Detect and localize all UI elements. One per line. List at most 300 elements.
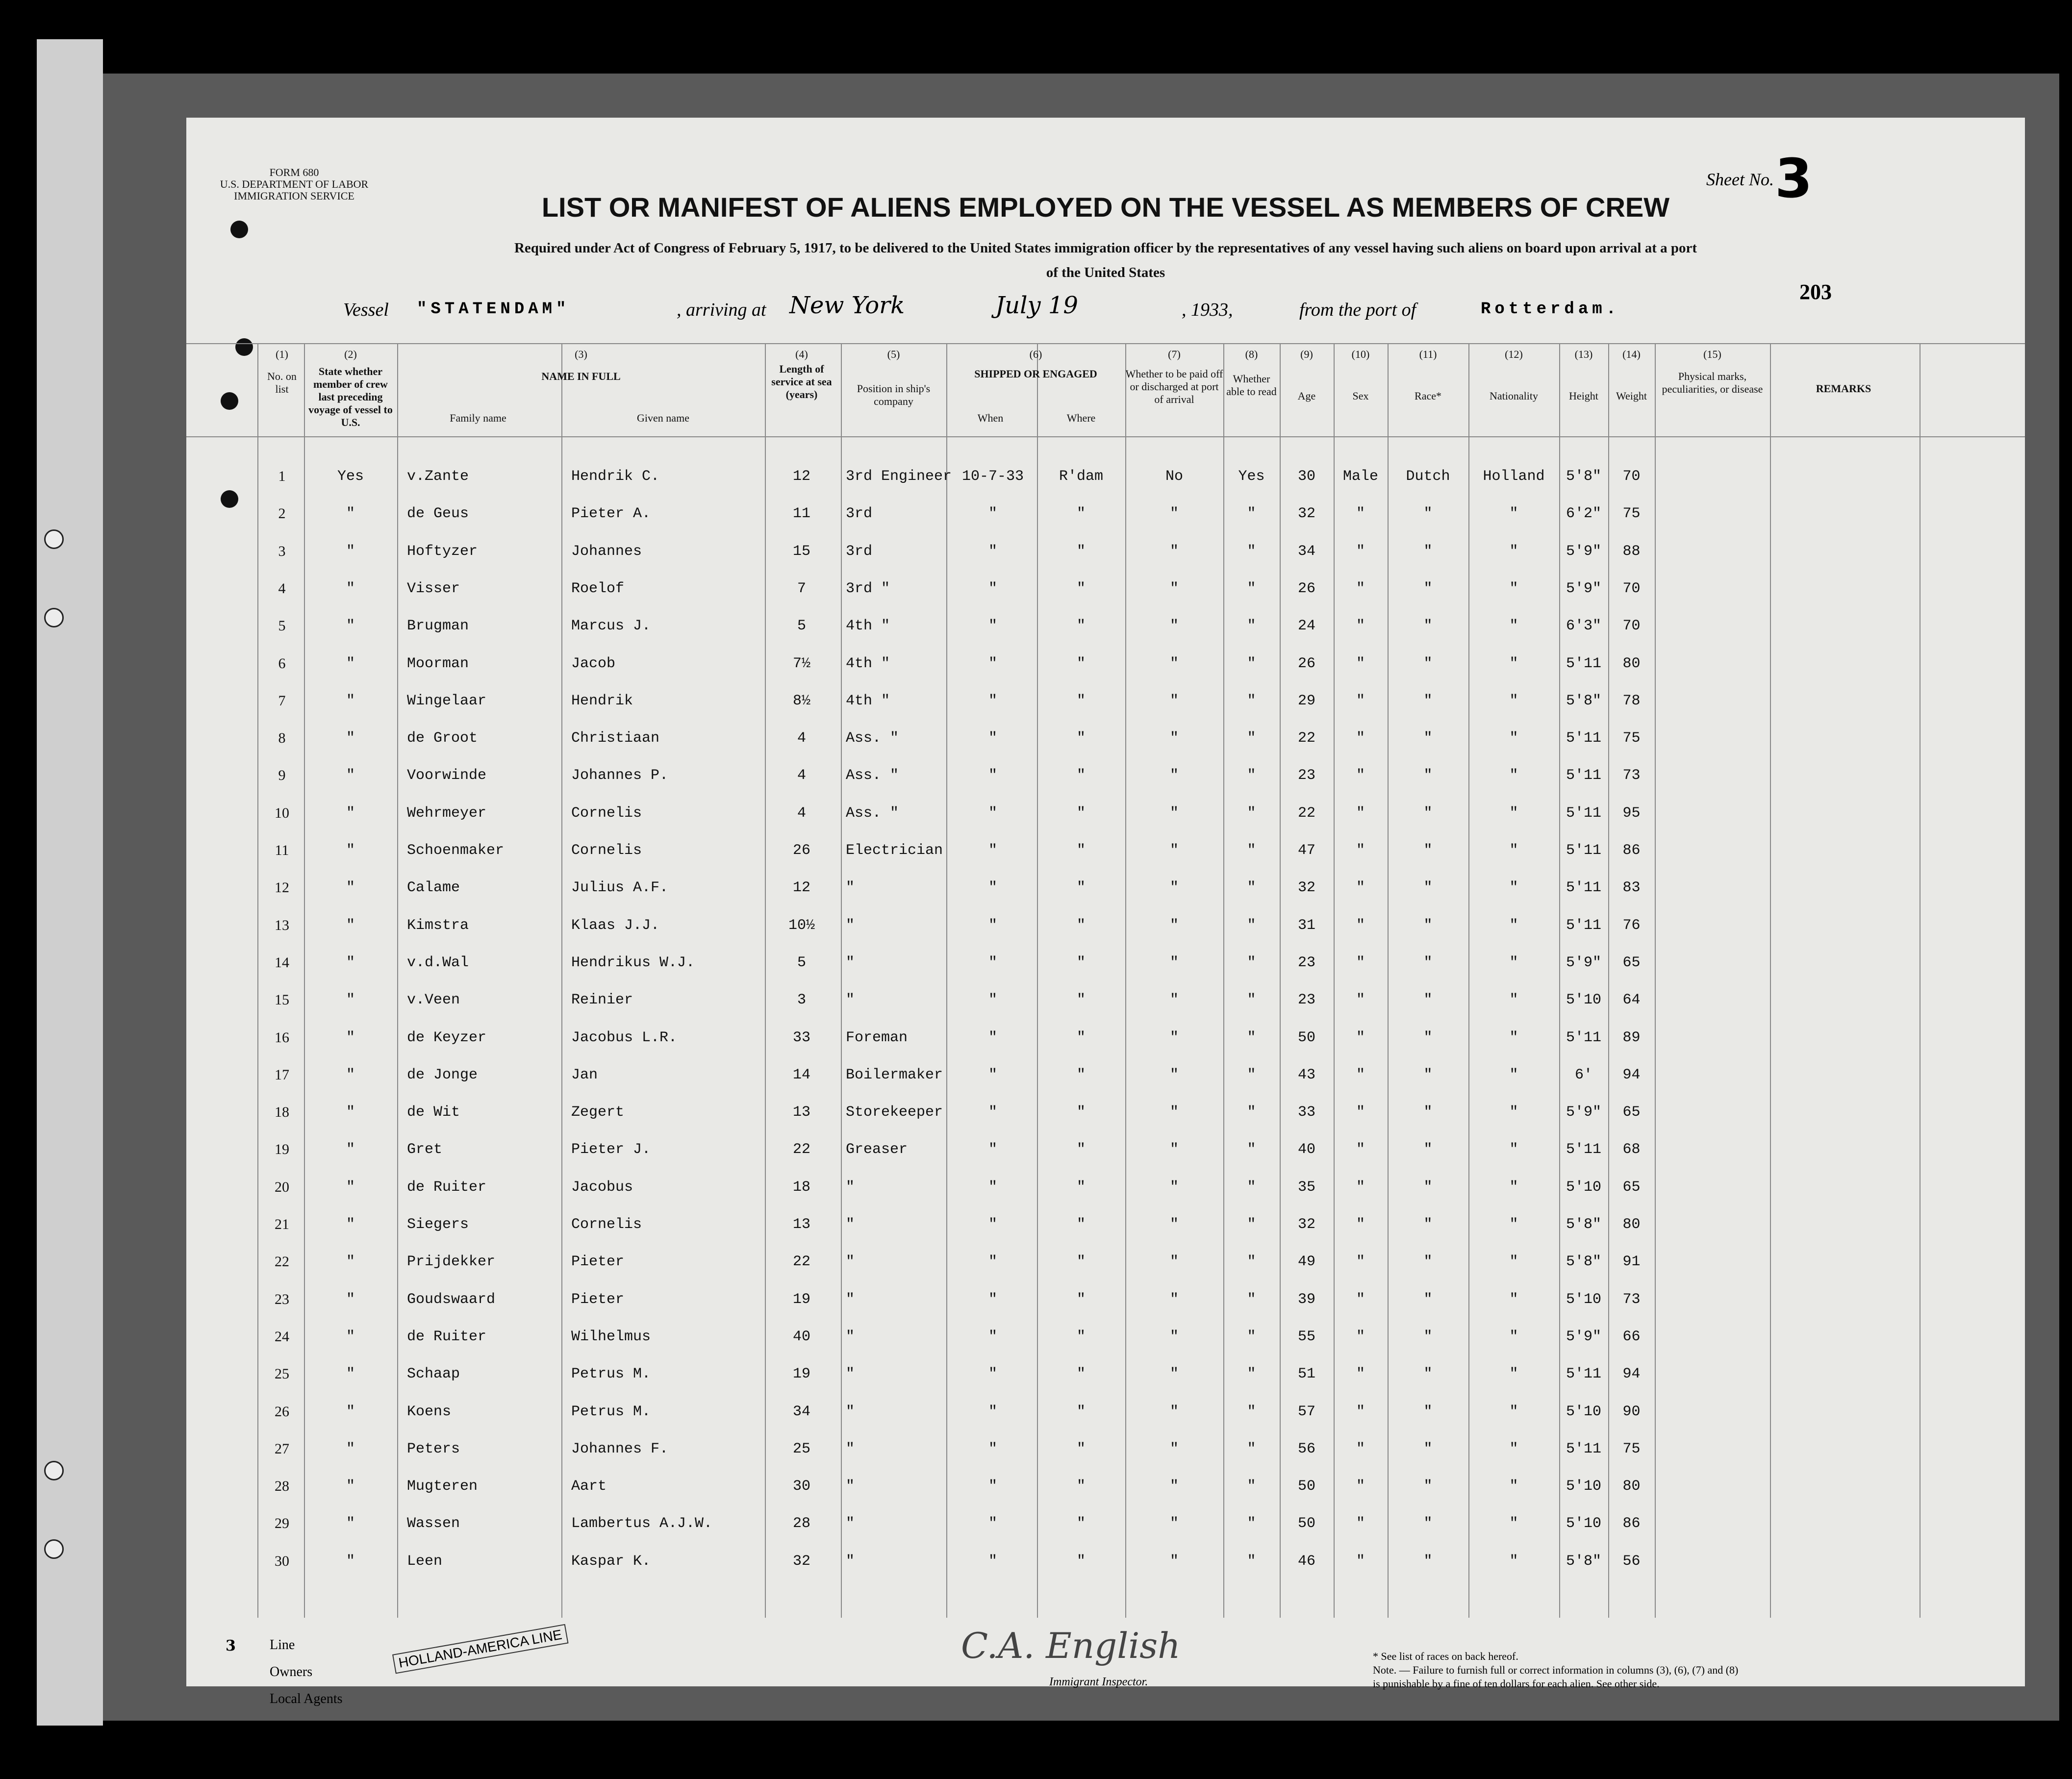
shipped-when-header: When: [977, 412, 1004, 424]
col-15-label: Physical marks, peculiarities, or disease: [1662, 370, 1763, 395]
cell-where: ": [1076, 842, 1086, 859]
cell-given: Wilhelmus: [571, 1328, 651, 1345]
cell-weight: 80: [1622, 655, 1641, 672]
cell-race: ": [1423, 805, 1433, 822]
cell-age: 26: [1297, 580, 1315, 597]
cell-race: ": [1423, 1441, 1433, 1457]
table-column-rule: [1388, 343, 1389, 1618]
cell-prev: ": [346, 992, 355, 1008]
cell-sex: ": [1356, 1366, 1365, 1382]
cell-paid: ": [1169, 1366, 1179, 1382]
cell-when: ": [988, 1067, 997, 1083]
cell-race: ": [1423, 1291, 1433, 1308]
form-number: FORM 680: [269, 166, 319, 178]
cell-service: 18: [792, 1179, 810, 1196]
cell-read: ": [1247, 1553, 1256, 1570]
cell-prev: ": [346, 1029, 355, 1046]
col-10-label: Sex: [1352, 390, 1369, 402]
cell-sex: ": [1356, 842, 1365, 859]
cell-family: Brugman: [407, 618, 469, 634]
arrival-year: , 1933,: [1182, 300, 1233, 320]
cell-service: 26: [792, 842, 810, 859]
cell-position: Storekeeper: [846, 1104, 943, 1121]
cell-no: 25: [275, 1366, 289, 1382]
col-13-label: Height: [1569, 390, 1598, 402]
cell-height: 5'11: [1566, 842, 1601, 859]
cell-race: Dutch: [1406, 468, 1450, 485]
cell-service: 4: [797, 730, 806, 747]
cell-read: ": [1247, 1441, 1256, 1457]
cell-weight: 65: [1622, 1104, 1641, 1121]
cell-family: Prijdekker: [407, 1253, 496, 1270]
cell-prev: ": [346, 842, 355, 859]
cell-paid: ": [1169, 1291, 1179, 1308]
cell-prev: ": [346, 805, 355, 822]
cell-read: ": [1247, 1478, 1256, 1495]
cell-prev: ": [346, 1403, 355, 1420]
subtitle-line-2: of the United States: [1046, 265, 1165, 280]
cell-sex: ": [1356, 580, 1365, 597]
cell-position: ": [846, 1366, 855, 1382]
table-column-rule: [304, 343, 305, 1618]
col-6-label: SHIPPED OR ENGAGED: [974, 368, 1097, 380]
cell-family: Peters: [407, 1441, 460, 1457]
cell-when: ": [988, 805, 997, 822]
cell-sex: ": [1356, 618, 1365, 634]
cell-given: Jacob: [571, 655, 616, 672]
cell-when: ": [988, 842, 997, 859]
cell-where: ": [1076, 805, 1086, 822]
cell-where: ": [1076, 917, 1086, 934]
cell-paid: ": [1169, 618, 1179, 634]
cell-sex: ": [1356, 1403, 1365, 1420]
cell-sex: ": [1356, 1553, 1365, 1570]
cell-when: ": [988, 767, 997, 784]
cell-age: 32: [1297, 1216, 1315, 1233]
col-12-number: (12): [1505, 348, 1523, 360]
cell-age: 57: [1297, 1403, 1315, 1420]
cell-sex: ": [1356, 767, 1365, 784]
cell-nat: ": [1509, 1515, 1518, 1532]
local-agents-label: Local Agents: [270, 1691, 343, 1706]
cell-sex: ": [1356, 1291, 1365, 1308]
cell-family: Mugteren: [407, 1478, 478, 1495]
cell-read: ": [1247, 1029, 1256, 1046]
cell-prev: ": [346, 1478, 355, 1495]
cell-height: 5'11: [1566, 1029, 1601, 1046]
cell-race: ": [1423, 917, 1433, 934]
binder-hole: [44, 608, 64, 627]
cell-position: ": [846, 1553, 855, 1570]
cell-prev: ": [346, 505, 355, 522]
col-5-label: Position in ship's company: [857, 382, 931, 407]
cell-nat: ": [1509, 1328, 1518, 1345]
cell-sex: ": [1356, 505, 1365, 522]
cell-given: Aart: [571, 1478, 607, 1495]
cell-given: Cornelis: [571, 805, 642, 822]
cell-family: Wehrmeyer: [407, 805, 487, 822]
cell-weight: 88: [1622, 543, 1641, 560]
cell-race: ": [1423, 1253, 1433, 1270]
col-7-label: Whether to be paid off or discharged at port of arrival: [1125, 368, 1223, 405]
cell-age: 22: [1297, 805, 1315, 822]
col-2-number: (2): [344, 348, 357, 360]
binder-hole: [44, 529, 64, 549]
cell-paid: ": [1169, 1478, 1179, 1495]
cell-weight: 64: [1622, 992, 1641, 1008]
cell-family: Kimstra: [407, 917, 469, 934]
cell-height: 5'11: [1566, 767, 1601, 784]
cell-no: 26: [275, 1403, 289, 1420]
cell-prev: ": [346, 730, 355, 747]
cell-age: 23: [1297, 767, 1315, 784]
cell-position: ": [846, 1403, 855, 1420]
cell-family: Calame: [407, 879, 460, 896]
cell-weight: 70: [1622, 618, 1641, 634]
cell-race: ": [1423, 1328, 1433, 1345]
cell-height: 6'2": [1566, 505, 1601, 522]
cell-where: ": [1076, 1179, 1086, 1196]
margin-mark: 3: [226, 1637, 236, 1654]
vessel-name: "STATENDAM": [417, 300, 570, 319]
cell-weight: 73: [1622, 767, 1641, 784]
cell-nat: ": [1509, 618, 1518, 634]
cell-nat: ": [1509, 1029, 1518, 1046]
cell-nat: ": [1509, 505, 1518, 522]
cell-service: 22: [792, 1253, 810, 1270]
cell-height: 5'10: [1566, 992, 1601, 1008]
cell-given: Cornelis: [571, 1216, 642, 1233]
binder-strip: [37, 39, 103, 1726]
from-port-label: from the port of: [1299, 300, 1416, 320]
cell-age: 34: [1297, 543, 1315, 560]
cell-age: 46: [1297, 1553, 1315, 1570]
cell-where: R'dam: [1059, 468, 1103, 485]
cell-no: 20: [275, 1179, 289, 1195]
cell-prev: ": [346, 954, 355, 971]
cell-no: 13: [275, 917, 289, 933]
cell-sex: ": [1356, 730, 1365, 747]
col-9-label: Age: [1297, 390, 1316, 402]
cell-no: 17: [275, 1067, 289, 1083]
binder-hole: [44, 1539, 64, 1559]
cell-where: ": [1076, 992, 1086, 1008]
cell-where: ": [1076, 505, 1086, 522]
cell-where: ": [1076, 580, 1086, 597]
punch-hole: [221, 490, 238, 508]
cell-no: 10: [275, 805, 289, 821]
cell-age: 47: [1297, 842, 1315, 859]
cell-read: ": [1247, 1328, 1256, 1345]
cell-read: ": [1247, 767, 1256, 784]
cell-sex: ": [1356, 1328, 1365, 1345]
cell-no: 21: [275, 1216, 289, 1232]
owners-stamp: HOLLAND-AMERICA LINE: [392, 1624, 568, 1674]
cell-service: 22: [792, 1141, 810, 1158]
col-4-number: (4): [795, 348, 808, 360]
cell-no: 11: [275, 842, 289, 858]
cell-read: ": [1247, 1515, 1256, 1532]
cell-race: ": [1423, 543, 1433, 560]
col-11-number: (11): [1419, 348, 1437, 360]
cell-read: ": [1247, 992, 1256, 1008]
cell-race: ": [1423, 879, 1433, 896]
cell-no: 24: [275, 1328, 289, 1345]
arriving-label: , arriving at: [677, 300, 766, 320]
cell-where: ": [1076, 879, 1086, 896]
cell-prev: ": [346, 1366, 355, 1382]
cell-when: ": [988, 1403, 997, 1420]
subtitle-line-1: Required under Act of Congress of February 5, 1917, to be delivered to the United States immigration officer by the representatives of any vessel having such aliens on board upon arrival at a port: [514, 240, 1697, 256]
cell-paid: ": [1169, 1179, 1179, 1196]
sheet-number: 3: [1775, 147, 1813, 210]
cell-height: 5'9": [1566, 954, 1601, 971]
cell-nat: ": [1509, 1179, 1518, 1196]
cell-paid: ": [1169, 1403, 1179, 1420]
table-column-rule: [1334, 343, 1335, 1618]
col-3-label: NAME IN FULL: [541, 370, 621, 382]
punch-hole: [221, 392, 238, 410]
cell-position: 3rd ": [846, 580, 890, 597]
table-column-rule: [561, 343, 562, 1618]
cell-weight: 86: [1622, 1515, 1641, 1532]
cell-no: 28: [275, 1478, 289, 1494]
cell-weight: 76: [1622, 917, 1641, 934]
cell-prev: ": [346, 655, 355, 672]
cell-where: ": [1076, 1104, 1086, 1121]
vessel-label: Vessel: [343, 300, 389, 320]
table-column-rule: [397, 343, 398, 1618]
table-column-rule: [1280, 343, 1281, 1618]
cell-prev: ": [346, 767, 355, 784]
cell-age: 55: [1297, 1328, 1315, 1345]
cell-service: 32: [792, 1553, 810, 1570]
cell-nat: ": [1509, 1216, 1518, 1233]
cell-prev: ": [346, 1553, 355, 1570]
cell-prev: ": [346, 580, 355, 597]
inspector-signature: C.A. English: [961, 1625, 1181, 1666]
cell-where: ": [1076, 618, 1086, 634]
cell-race: ": [1423, 954, 1433, 971]
cell-read: ": [1247, 730, 1256, 747]
cell-where: ": [1076, 1366, 1086, 1382]
cell-family: Hoftyzer: [407, 543, 478, 560]
cell-family: Leen: [407, 1553, 443, 1570]
cell-family: Wassen: [407, 1515, 460, 1532]
cell-service: 19: [792, 1291, 810, 1308]
cell-read: ": [1247, 1067, 1256, 1083]
cell-height: 5'11: [1566, 917, 1601, 934]
cell-given: Petrus M.: [571, 1366, 651, 1382]
cell-sex: Male: [1342, 468, 1378, 485]
cell-race: ": [1423, 618, 1433, 634]
table-column-rule: [841, 343, 842, 1618]
cell-weight: 75: [1622, 730, 1641, 747]
cell-no: 19: [275, 1141, 289, 1157]
cell-sex: ": [1356, 1141, 1365, 1158]
cell-weight: 68: [1622, 1141, 1641, 1158]
cell-read: ": [1247, 1104, 1256, 1121]
cell-weight: 94: [1622, 1366, 1641, 1382]
col-1-label: No. on list: [267, 370, 297, 395]
cell-service: 28: [792, 1515, 810, 1532]
table-column-rule: [257, 343, 258, 1618]
given-name-header: Given name: [637, 412, 689, 424]
cell-no: 23: [275, 1291, 289, 1307]
cell-age: 51: [1297, 1366, 1315, 1382]
cell-height: 5'9": [1566, 543, 1601, 560]
col-12-label: Nationality: [1490, 390, 1538, 402]
cell-no: 18: [275, 1104, 289, 1120]
cell-sex: ": [1356, 917, 1365, 934]
cell-position: ": [846, 1291, 855, 1308]
cell-family: Gret: [407, 1141, 443, 1158]
cell-paid: ": [1169, 805, 1179, 822]
cell-when: ": [988, 1141, 997, 1158]
cell-race: ": [1423, 1553, 1433, 1570]
cell-paid: No: [1165, 468, 1183, 485]
cell-weight: 90: [1622, 1403, 1641, 1420]
line-label: Line: [270, 1637, 295, 1653]
cell-paid: ": [1169, 1441, 1179, 1457]
cell-prev: ": [346, 1515, 355, 1532]
cell-paid: ": [1169, 505, 1179, 522]
cell-when: ": [988, 879, 997, 896]
cell-service: 7½: [792, 655, 810, 672]
cell-position: Greaser: [846, 1141, 908, 1158]
cell-height: 5'10: [1566, 1515, 1601, 1532]
cell-given: Christiaan: [571, 730, 660, 747]
cell-paid: ": [1169, 1104, 1179, 1121]
cell-nat: ": [1509, 767, 1518, 784]
cell-paid: ": [1169, 1328, 1179, 1345]
table-column-rule: [1608, 343, 1609, 1618]
cell-where: ": [1076, 1291, 1086, 1308]
cell-paid: ": [1169, 992, 1179, 1008]
cell-sex: ": [1356, 1029, 1365, 1046]
cell-when: ": [988, 543, 997, 560]
cell-service: 12: [792, 879, 810, 896]
cell-sex: ": [1356, 1478, 1365, 1495]
cell-weight: 86: [1622, 842, 1641, 859]
cell-race: ": [1423, 767, 1433, 784]
cell-family: Schaap: [407, 1366, 460, 1382]
cell-when: ": [988, 1291, 997, 1308]
cell-given: Julius A.F.: [571, 879, 669, 896]
punch-hole: [235, 338, 253, 356]
cell-given: Cornelis: [571, 842, 642, 859]
cell-where: ": [1076, 1403, 1086, 1420]
cell-prev: ": [346, 543, 355, 560]
col-8-number: (8): [1245, 348, 1258, 360]
cell-position: ": [846, 1515, 855, 1532]
cell-family: de Groot: [407, 730, 478, 747]
service-name: IMMIGRATION SERVICE: [234, 190, 354, 202]
cell-nat: ": [1509, 580, 1518, 597]
cell-nat: ": [1509, 1403, 1518, 1420]
cell-read: ": [1247, 580, 1256, 597]
cell-given: Jacobus: [571, 1179, 633, 1196]
col-11-label: Race*: [1415, 390, 1441, 402]
cell-nat: Holland: [1483, 468, 1545, 485]
cell-given: Hendrik C.: [571, 468, 660, 485]
cell-age: 50: [1297, 1478, 1315, 1495]
cell-position: Ass. ": [846, 730, 899, 747]
cell-race: ": [1423, 1403, 1433, 1420]
cell-no: 9: [278, 767, 286, 783]
cell-age: 32: [1297, 505, 1315, 522]
cell-read: ": [1247, 693, 1256, 709]
cell-nat: ": [1509, 1067, 1518, 1083]
cell-given: Johannes: [571, 543, 642, 560]
cell-sex: ": [1356, 1515, 1365, 1532]
cell-family: de Ruiter: [407, 1328, 487, 1345]
cell-height: 5'10: [1566, 1403, 1601, 1420]
inspector-label: Immigrant Inspector.: [1049, 1676, 1148, 1688]
cell-age: 23: [1297, 954, 1315, 971]
cell-age: 35: [1297, 1179, 1315, 1196]
cell-when: ": [988, 1478, 997, 1495]
col-14-label: Weight: [1616, 390, 1647, 402]
cell-height: 5'10: [1566, 1478, 1601, 1495]
cell-nat: ": [1509, 730, 1518, 747]
cell-service: 14: [792, 1067, 810, 1083]
cell-prev: ": [346, 1291, 355, 1308]
remarks-header: REMARKS: [1816, 382, 1871, 395]
cell-service: 12: [792, 468, 810, 485]
cell-given: Lambertus A.J.W.: [571, 1515, 713, 1532]
fine-note-2: is punishable by a fine of ten dollars for each alien. See other side.: [1373, 1678, 1660, 1690]
cell-age: 43: [1297, 1067, 1315, 1083]
cell-where: ": [1076, 730, 1086, 747]
cell-where: ": [1076, 543, 1086, 560]
cell-no: 12: [275, 879, 289, 896]
cell-sex: ": [1356, 543, 1365, 560]
cell-nat: ": [1509, 655, 1518, 672]
cell-where: ": [1076, 1553, 1086, 1570]
cell-where: ": [1076, 1478, 1086, 1495]
cell-height: 5'11: [1566, 655, 1601, 672]
cell-when: ": [988, 954, 997, 971]
cell-position: ": [846, 1216, 855, 1233]
cell-sex: ": [1356, 879, 1365, 896]
cell-where: ": [1076, 1328, 1086, 1345]
fine-note-1: Note. — Failure to furnish full or correct information in columns (3), (6), (7) and (8): [1373, 1664, 1739, 1676]
col-15-number: (15): [1703, 348, 1721, 360]
cell-position: ": [846, 1253, 855, 1270]
cell-given: Hendrikus W.J.: [571, 954, 695, 971]
cell-position: ": [846, 992, 855, 1008]
cell-height: 5'11: [1566, 805, 1601, 822]
cell-prev: ": [346, 1441, 355, 1457]
cell-weight: 70: [1622, 468, 1641, 485]
cell-height: 5'9": [1566, 580, 1601, 597]
cell-family: Schoenmaker: [407, 842, 505, 859]
cell-nat: ": [1509, 1291, 1518, 1308]
cell-nat: ": [1509, 1478, 1518, 1495]
cell-where: ": [1076, 954, 1086, 971]
cell-service: 4: [797, 767, 806, 784]
cell-where: ": [1076, 1141, 1086, 1158]
cell-weight: 80: [1622, 1478, 1641, 1495]
cell-age: 26: [1297, 655, 1315, 672]
cell-weight: 65: [1622, 1179, 1641, 1196]
cell-read: ": [1247, 655, 1256, 672]
col-10-number: (10): [1351, 348, 1370, 360]
cell-nat: ": [1509, 1366, 1518, 1382]
cell-age: 40: [1297, 1141, 1315, 1158]
cell-when: ": [988, 618, 997, 634]
